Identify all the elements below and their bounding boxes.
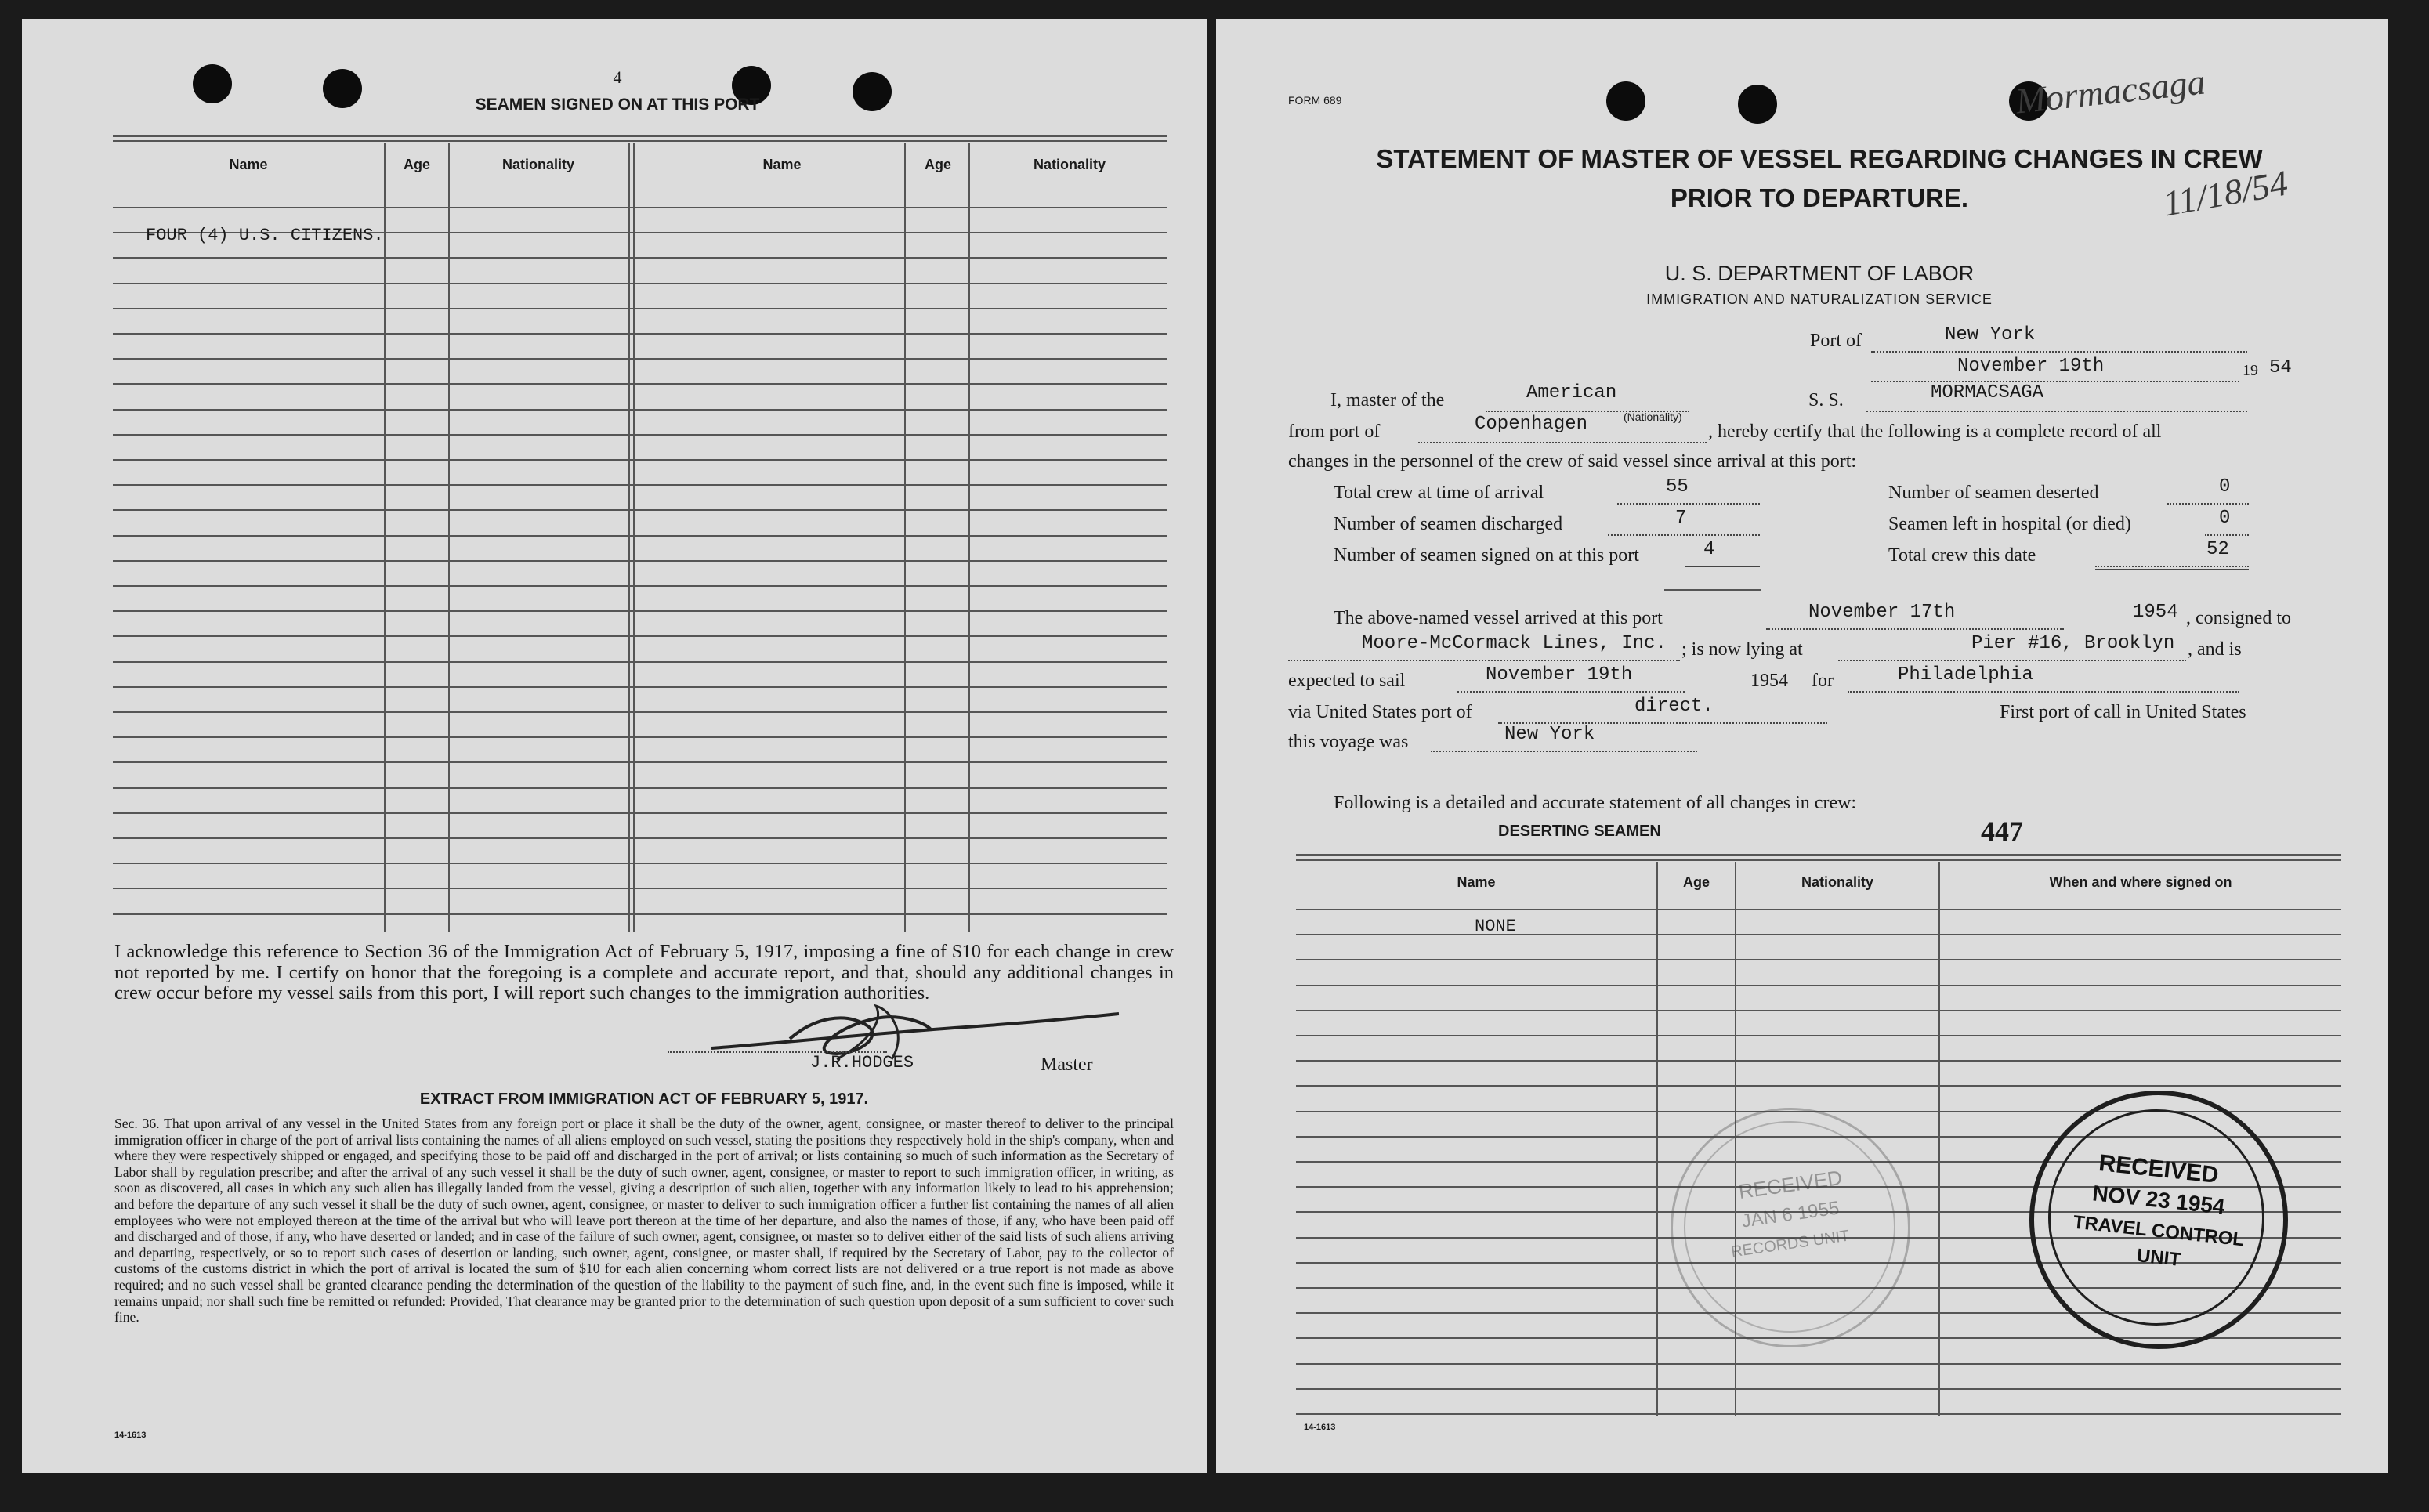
field-line (1617, 503, 1760, 505)
column-header: Age (1682, 874, 1710, 890)
column-header: When and where signed on (2049, 874, 2232, 890)
voyage-label: this voyage was (1288, 732, 1409, 752)
page-number: 4 (613, 67, 622, 87)
stamp-text: NOV 23 1954 (2091, 1181, 2227, 1219)
table-top-rule (1296, 854, 2341, 856)
voyage-value: New York (1504, 724, 1595, 745)
field-line (2095, 566, 2249, 567)
table-row (113, 484, 1167, 486)
and-is-label: , and is (2188, 639, 2242, 660)
column-rule (633, 143, 635, 932)
stamp-text: UNIT (2135, 1245, 2182, 1271)
first-port-label: First port of call in United States (2000, 702, 2246, 722)
table-row (113, 358, 1167, 360)
year-suffix: 54 (2269, 357, 2292, 378)
stat-label: Number of seamen discharged (1334, 514, 1563, 534)
table-row (113, 383, 1167, 385)
field-line (1871, 351, 2247, 353)
column-header: Nationality (1801, 874, 1873, 890)
table-top-rule (113, 135, 1167, 137)
for-label: for (1812, 671, 1834, 691)
stat-value: 0 (2219, 508, 2231, 529)
table-top-rule (113, 140, 1167, 142)
port-value: New York (1945, 324, 2036, 345)
column-header: Nationality (1033, 157, 1106, 172)
table-row (113, 661, 1167, 663)
table-cell-name: NONE (1475, 917, 1516, 936)
arrived-year: 1954 (2133, 602, 2178, 623)
nationality-value: American (1526, 382, 1617, 403)
table-row (113, 686, 1167, 688)
form-title: STATEMENT OF MASTER OF VESSEL REGARDING CHANGES IN CREW (1376, 144, 2263, 173)
master-label: Master (1041, 1054, 1093, 1075)
field-line (1418, 442, 1707, 443)
stat-value: 55 (1666, 476, 1689, 497)
table-row (113, 837, 1167, 839)
stat-value: 52 (2206, 539, 2229, 560)
stat-value: 4 (1703, 539, 1715, 560)
punch-hole (1606, 81, 1645, 121)
lying-label: ; is now lying at (1681, 639, 1803, 660)
via-label: via United States port of (1288, 702, 1472, 722)
from-port-value: Copenhagen (1475, 414, 1588, 435)
via-value: direct. (1634, 696, 1714, 717)
punch-hole (1738, 85, 1777, 124)
field-line (1288, 660, 1680, 661)
consigned-label: , consigned to (2186, 608, 2291, 628)
table-row (113, 308, 1167, 309)
field-line (1457, 691, 1685, 693)
table-row (113, 257, 1167, 259)
table-row (1296, 1363, 2341, 1365)
department: U. S. DEPARTMENT OF LABOR (1664, 262, 1975, 285)
stat-value: 7 (1675, 508, 1687, 529)
table-row (113, 761, 1167, 763)
field-line (1871, 381, 2239, 382)
deserting-title: DESERTING SEAMEN (1498, 823, 1661, 840)
column-header: Age (403, 157, 430, 172)
column-header: Nationality (501, 157, 574, 172)
consignee-value: Moore-McCormack Lines, Inc. (1362, 633, 1667, 654)
records-unit-stamp (1671, 1108, 1910, 1347)
handwritten-ship-name: Mormacsaga (2013, 61, 2207, 121)
table-row (113, 207, 1167, 208)
footer-code: 14-1613 (1304, 1423, 1336, 1432)
stat-label: Total crew at time of arrival (1334, 483, 1544, 503)
table-cell-name: FOUR (4) U.S. CITIZENS. (146, 226, 384, 245)
field-line (2167, 503, 2249, 505)
stat-label: Total crew this date (1888, 545, 2036, 566)
table-row (113, 509, 1167, 511)
extract-title: EXTRACT FROM IMMIGRATION ACT OF FEBRUARY 5, 1917. (419, 1091, 869, 1108)
table-row (113, 560, 1167, 562)
field-line (1838, 660, 2186, 661)
divider (1664, 589, 1761, 591)
table-row (113, 863, 1167, 864)
form-number: FORM 689 (1288, 94, 1342, 107)
table-row (113, 787, 1167, 789)
form-title: PRIOR TO DEPARTURE. (1670, 183, 1969, 212)
travel-control-stamp (2029, 1091, 2288, 1349)
stamp-number: 447 (1981, 816, 2023, 847)
port-label: Port of (1810, 331, 1862, 351)
field-line (1431, 751, 1697, 752)
table-row (113, 333, 1167, 335)
stamp-text: JAN 6 1955 (1739, 1197, 1841, 1232)
field-line (1848, 691, 2239, 693)
field-line (1866, 411, 2247, 412)
table-row (1296, 934, 2341, 935)
handwritten-date: 11/18/54 (2159, 162, 2291, 224)
table-row (113, 585, 1167, 587)
master-name: J.R.HODGES (810, 1053, 914, 1073)
table-row (1296, 909, 2341, 910)
column-rule (384, 143, 386, 932)
field-line (1685, 566, 1760, 567)
column-header: Name (1457, 874, 1496, 890)
sail-value: November 19th (1486, 664, 1633, 685)
table-row (1296, 1388, 2341, 1390)
table-row (113, 434, 1167, 436)
table-row (1296, 1085, 2341, 1087)
field-line (2095, 569, 2249, 570)
acknowledgment-text: I acknowledge this reference to Section 36 of the Immigration Act of February 5, 1917, imposing a fine of $10 for each change in crew not reported by me. I certify on honor that the foregoing is a complete and accurate report, and that, should any additional changes in crew occur before my vessel sails from this port, I will report such changes to the immigration authorities. (114, 941, 1174, 1004)
stat-label: Number of seamen deserted (1888, 483, 2099, 503)
table-row (113, 610, 1167, 612)
table-row (113, 711, 1167, 713)
stat-label: Number of seamen signed on at this port (1334, 545, 1639, 566)
arrived-value: November 17th (1808, 602, 1956, 623)
nationality-caption: (Nationality) (1624, 411, 1682, 423)
field-line (1608, 534, 1760, 536)
table-row (113, 812, 1167, 814)
certify-text: , hereby certify that the following is a complete record of all (1708, 421, 2162, 442)
field-line (2205, 534, 2249, 536)
table-row (113, 736, 1167, 738)
column-rule (904, 143, 906, 932)
expected-label: expected to sail (1288, 671, 1406, 691)
table-top-rule (1296, 859, 2341, 861)
destination-value: Philadelphia (1898, 664, 2033, 685)
extract-text: Sec. 36. That upon arrival of any vessel in the United States from any foreign port or place it shall be the duty of the owner, agent, consignee, or master thereof to deliver to the principal immigration officer in charge of the port of arrival lists containing the names of all aliens employed on such vessel, stating the positions they respectively hold in the ship's company, when and where they were respectively shipped or engaged, and specifying those to be paid off and discharged in the port of arrival; or lists containing so much of such information as the Secretary of Labor shall by regulation prescribe; and after the arrival of any such vessel it shall be the duty of such owner, agent, consignee, or master to report to such immigration officer, in writing, as soon as discovered, all cases in which any such alien has illegally landed from the vessel, giving a description of such alien, together with any information likely to lead to his apprehension; and before the departure of any such vessel it shall be the duty of such owner, agent, consignee, or master to deliver to such immigration officer a further list containing the names of all alien employees who were not employed thereon at the time of the arrival but who will leave port thereon at the time of her departure, and also the names of those, if any, who have been paid off and discharged and of those, if any, who have deserted or landed; and in case of the failure of such owner, agent, consignee, or master so to deliver either of the said lists of such aliens arriving and departing, respectively, or so to report such cases of desertion or landing, such owner, agent, consignee, or master shall, if required by the Secretary of Labor, pay to the collector of customs of the customs district in which the port of arrival is located the sum of $10 for each alien concerning whom correct lists are not delivered or a true report is not made as above required; and no such vessel shall be granted clearance pending the determination of the question of the liability to the payment of such fine, and, in the event such fine is imposed, while it remains unpaid; nor shall such fine be remitted or refunded: Provided, That clearance may be granted prior to the determination of such question upon deposit of a sum sufficient to cover such fine. (114, 1116, 1174, 1326)
date-value: November 19th (1957, 356, 2105, 377)
column-header: Name (762, 157, 802, 172)
column-rule (1656, 862, 1658, 1416)
certify-text: changes in the personnel of the crew of said vessel since arrival at this port: (1288, 451, 1857, 472)
arrived-label: The above-named vessel arrived at this port (1334, 608, 1663, 628)
sail-year: 1954 (1750, 671, 1788, 691)
ship-name: MORMACSAGA (1931, 382, 2044, 403)
stamp-text: RECORDS UNIT (1730, 1227, 1851, 1261)
column-rule (1938, 862, 1940, 1416)
right-page (1216, 19, 2388, 1473)
column-rule (448, 143, 450, 932)
footer-code: 14-1613 (114, 1431, 147, 1440)
punch-hole (193, 64, 232, 103)
stamp-text: TRAVEL CONTROL (2072, 1211, 2246, 1251)
service: IMMIGRATION AND NATURALIZATION SERVICE (1646, 291, 1993, 307)
stamp-text: RECEIVED (2098, 1150, 2221, 1188)
table-row (113, 283, 1167, 284)
table-row (1296, 1035, 2341, 1036)
master-of-label: I, master of the (1330, 390, 1445, 411)
ss-label: S. S. (1808, 390, 1844, 411)
table-row (113, 888, 1167, 889)
lying-value: Pier #16, Brooklyn (1971, 633, 2175, 654)
table-row (113, 535, 1167, 537)
column-rule (968, 143, 970, 932)
from-port-label: from port of (1288, 421, 1381, 442)
table-row (113, 409, 1167, 411)
column-header: Age (924, 157, 951, 172)
table-row (1296, 1413, 2341, 1415)
stat-value: 0 (2219, 476, 2231, 497)
following-text: Following is a detailed and accurate statement of all changes in crew: (1334, 793, 1857, 813)
table-row (113, 459, 1167, 461)
column-header: Name (229, 157, 268, 172)
table-row (1296, 959, 2341, 960)
column-rule (628, 143, 630, 932)
table-row (113, 913, 1167, 915)
table-row (1296, 1060, 2341, 1062)
field-line (1766, 628, 2064, 630)
year-prefix: 19 (2243, 362, 2258, 379)
table-row (113, 635, 1167, 637)
table-row (1296, 985, 2341, 986)
section-title: SEAMEN SIGNED ON AT THIS PORT (475, 96, 760, 114)
stat-label: Seamen left in hospital (or died) (1888, 514, 2131, 534)
left-page (22, 19, 1207, 1473)
table-row (1296, 1010, 2341, 1011)
stamp-text: RECEIVED (1737, 1165, 1844, 1204)
